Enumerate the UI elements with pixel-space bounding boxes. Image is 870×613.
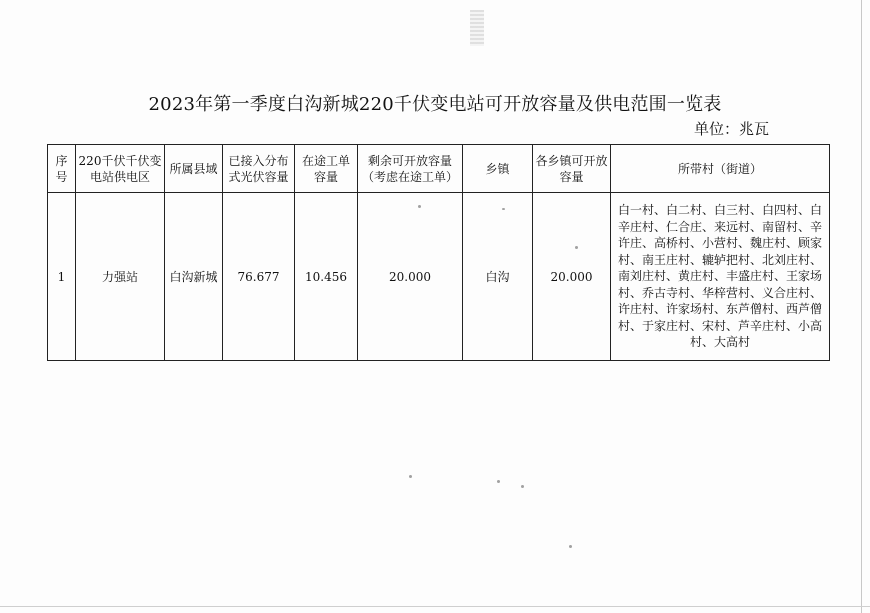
- header-town: 乡镇: [463, 145, 533, 193]
- header-connected-pv: 已接入分布式光伏容量: [223, 145, 295, 193]
- unit-label: 单位：兆瓦: [694, 120, 770, 138]
- cell-connected-pv: 76.677: [223, 193, 295, 361]
- cell-town-capacity: 20.000: [533, 193, 611, 361]
- document-title: 2023年第一季度白沟新城220千伏变电站可开放容量及供电范围一览表: [148, 94, 722, 115]
- scan-speck: [497, 480, 500, 483]
- cell-villages: 白一村、白二村、白三村、白四村、白辛庄村、仁合庄、来远村、南留村、辛许庄、高桥村、小营村、魏庄村、顾家村、南王庄村、辘轳把村、北刘庄村、南刘庄村、黄庄村、丰盛庄村、王家场村、乔古寺村、华梓营村、义合庄村、许庄村、许家场村、东芦僧村、西芦僧村、于家庄村、宋村、芦辛庄村、小高村、大高村: [611, 193, 830, 361]
- scan-speck: [521, 485, 524, 488]
- cell-substation: 力强站: [76, 193, 165, 361]
- table-header-row: [48, 145, 830, 193]
- header-villages: 所带村（街道）: [611, 145, 830, 193]
- cell-remaining: 20.000: [358, 193, 463, 361]
- header-pending: 在途工单容量: [295, 145, 358, 193]
- header-town-capacity: 各乡镇可开放容量: [533, 145, 611, 193]
- cell-county: 白沟新城: [165, 193, 223, 361]
- cell-town: 白沟: [463, 193, 533, 361]
- scan-edge-bottom: [0, 606, 870, 607]
- scan-speck: [569, 545, 572, 548]
- cell-index: 1: [48, 193, 76, 361]
- capacity-table: [47, 144, 830, 361]
- cell-pending: 10.456: [295, 193, 358, 361]
- scan-speck: [409, 475, 412, 478]
- header-index: 序号: [48, 145, 76, 193]
- scan-binding-mark: [470, 10, 484, 46]
- header-remaining: 剩余可开放容量（考虑在途工单）: [358, 145, 463, 193]
- header-county: 所属县域: [165, 145, 223, 193]
- header-substation: 220千伏千伏变电站供电区: [76, 145, 165, 193]
- table-row: [48, 193, 830, 361]
